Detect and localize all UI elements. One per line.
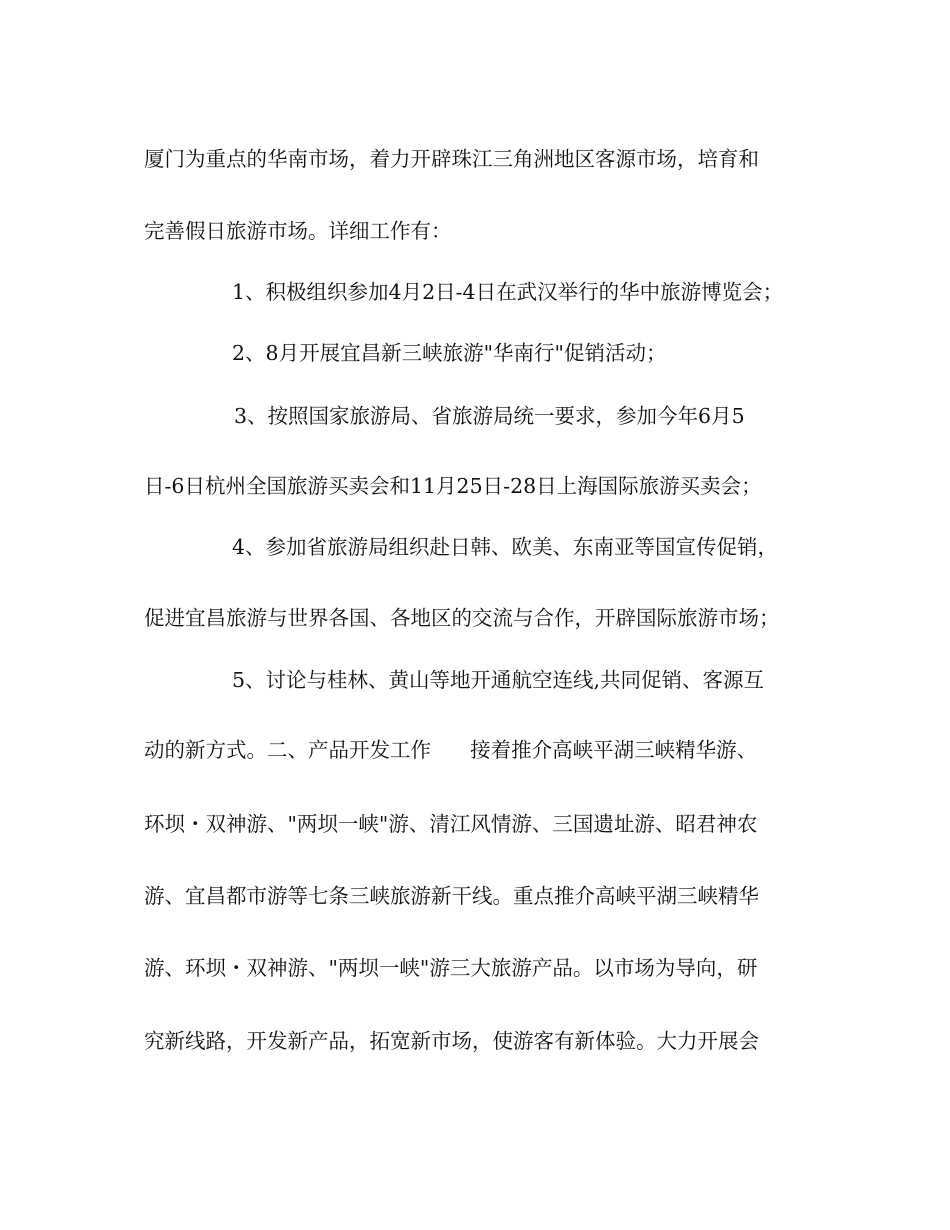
paragraph-line: 环坝・双神游、"两坝一峡"游、清江风情游、三国遗址游、昭君神农 (144, 812, 758, 836)
list-item-3: 3、按照国家旅游局、省旅游局统一要求，参加今年6月5 (234, 404, 745, 428)
paragraph-line: 日-6日杭州全国旅游买卖会和11月25日-28日上海国际旅游买卖会； (144, 474, 762, 498)
paragraph-line: 动的新方式。二、产品开发工作 接着推介高峡平湖三峡精华游、 (144, 738, 758, 762)
paragraph-line: 游、环坝・双神游、"两坝一峡"游三大旅游产品。以市场为导向，研 (144, 956, 758, 980)
list-item-1: 1、积极组织参加4月2日-4日在武汉举行的华中旅游博览会； (232, 280, 784, 304)
paragraph-line: 游、宜昌都市游等七条三峡旅游新干线。重点推介高峡平湖三峡精华 (144, 884, 759, 908)
list-item-2: 2、8月开展宜昌新三峡旅游"华南行"促销活动； (232, 341, 667, 365)
paragraph-line: 厦门为重点的华南市场，着力开辟珠江三角洲地区客源市场，培育和 (144, 147, 759, 171)
list-item-4: 4、参加省旅游局组织赴日韩、欧美、东南亚等国宣传促销， (232, 535, 779, 559)
paragraph-line: 完善假日旅游市场。详细工作有： (144, 219, 452, 243)
paragraph-line: 究新线路，开发新产品，拓宽新市场，使游客有新体验。大力开展会 (144, 1029, 759, 1053)
list-item-5: 5、讨论与桂林、黄山等地开通航空连线,共同促销、客源互 (232, 668, 765, 692)
paragraph-line: 促进宜昌旅游与世界各国、各地区的交流与合作，开辟国际旅游市场； (144, 606, 780, 630)
